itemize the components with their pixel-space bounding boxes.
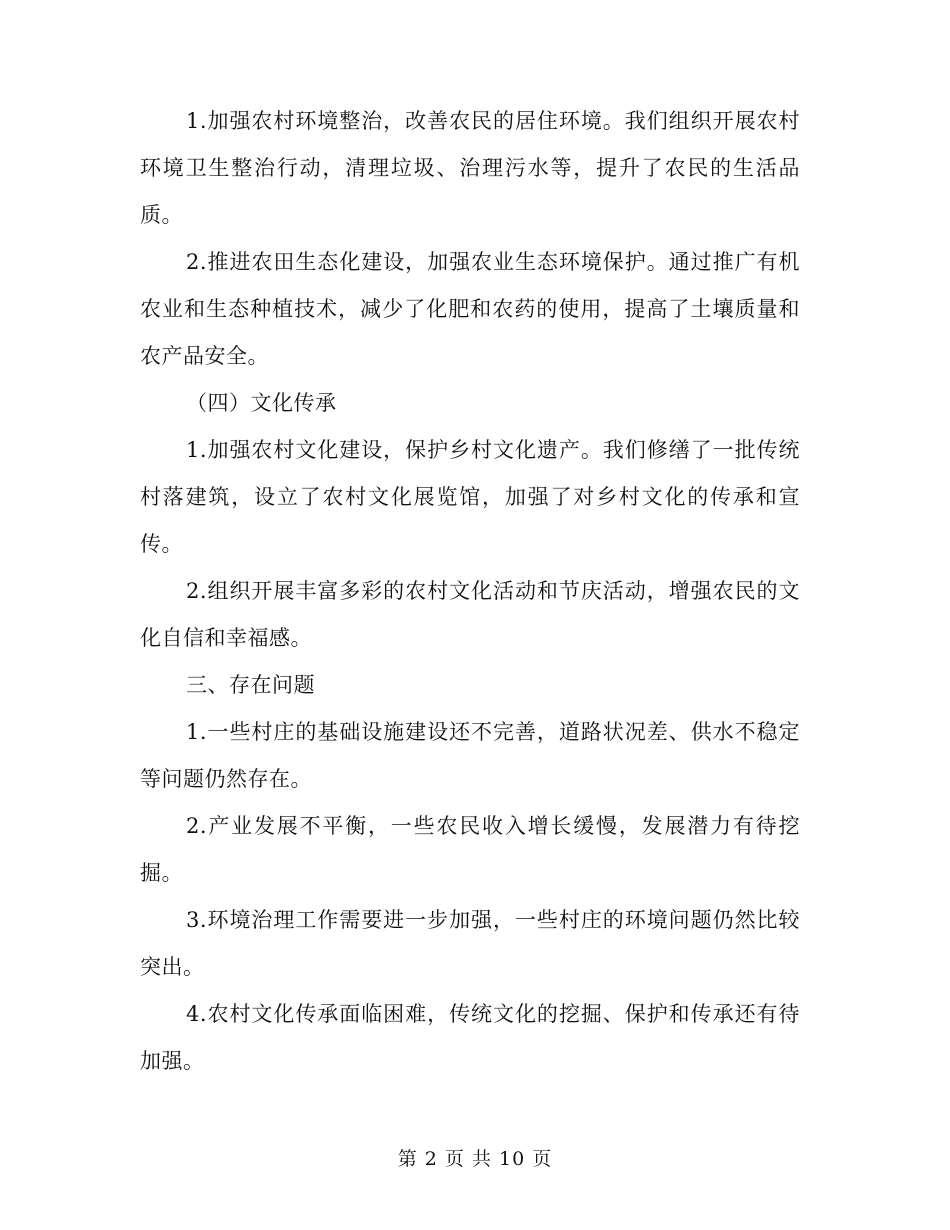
paragraph-problem-4: 4.农村文化传承面临困难，传统文化的挖掘、保护和传承还有待加强。 <box>140 1002 800 1073</box>
paragraph-culture-2: 2.组织开展丰富多彩的农村文化活动和节庆活动，增强农民的文化自信和幸福感。 <box>140 579 800 650</box>
paragraph-problem-2: 2.产业发展不平衡，一些农民收入增长缓慢，发展潜力有待挖掘。 <box>140 814 800 885</box>
page-number-footer: 第 2 页 共 10 页 <box>397 1148 553 1170</box>
paragraph-culture-1: 1.加强农村文化建设，保护乡村文化遗产。我们修缮了一批传统村落建筑，设立了农村文化展览馆，加强了对乡村文化的传承和宣传。 <box>140 438 800 556</box>
paragraph-env-2: 2.推进农田生态化建设，加强农业生态环境保护。通过推广有机农业和生态种植技术，减少了化肥和农药的使用，提高了土壤质量和农产品安全。 <box>140 250 800 368</box>
paragraph-env-1: 1.加强农村环境整治，改善农民的居住环境。我们组织开展农村环境卫生整治行动，清理垃圾、治理污水等，提升了农民的生活品质。 <box>140 109 800 227</box>
document-body <box>140 98 800 1085</box>
section-heading-culture: （四）文化传承 <box>186 391 337 415</box>
section-heading-problems: 三、存在问题 <box>186 673 315 697</box>
paragraph-problem-3: 3.环境治理工作需要进一步加强，一些村庄的环境问题仍然比较突出。 <box>140 908 800 979</box>
paragraph-problem-1: 1.一些村庄的基础设施建设还不完善，道路状况差、供水不稳定等问题仍然存在。 <box>140 720 800 791</box>
